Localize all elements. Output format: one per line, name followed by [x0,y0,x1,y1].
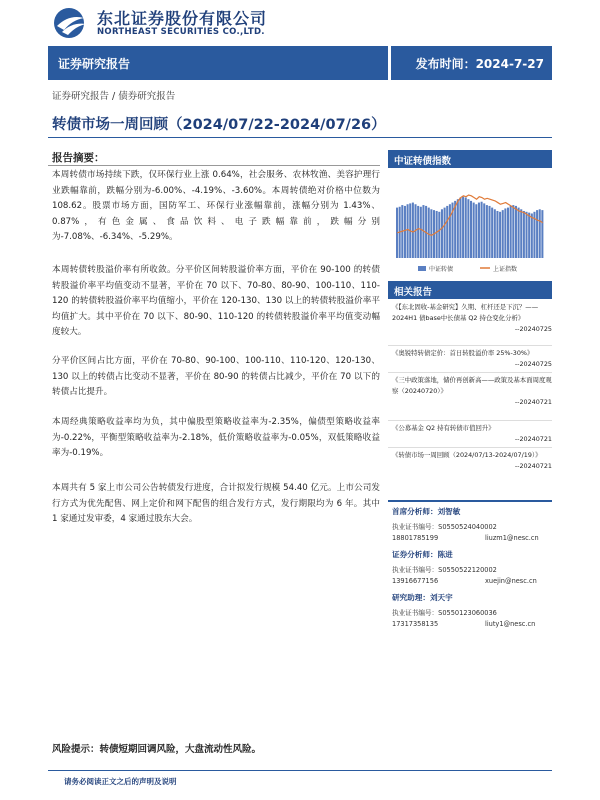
related-item-date: --20240721 [514,462,552,470]
related-item-date: --20240721 [514,398,552,406]
related-item-date: --20240725 [514,360,552,368]
related-item-date: --20240725 [514,325,552,333]
bar-zhongzheng [507,208,509,258]
company-name-en: NORTHEAST SECURITIES CO.,LTD. [97,27,265,37]
bar-zhongzheng [420,207,422,258]
bar-zhongzheng [454,201,456,258]
bar-zhongzheng [499,212,501,258]
analyst-role: 首席分析师：刘智敏 [392,507,461,516]
bar-zhongzheng [459,198,461,258]
related-title: 相关报告 [394,287,433,298]
bar-zhongzheng [539,209,541,258]
related-item-title[interactable]: 《三中政策落地，储价再创新高——政策及基本面周度观察（20240720）》 [392,376,552,395]
analyst-license: 执业证书编号：S0550123060036 [392,609,497,617]
analyst-license-number: S0550522120002 [438,566,497,574]
analyst-phone: 18801785199 [392,534,439,542]
analyst-name: 刘智敏 [437,507,461,516]
bar-zhongzheng [462,197,464,258]
bar-zhongzheng [494,209,496,258]
risk-warning [52,741,261,755]
footer-disclaimer[interactable]: 请务必阅读正文之后的声明及说明 [64,777,177,786]
analyst-role: 研究助理：刘天宇 [392,593,453,602]
summary-divider [48,165,380,166]
bar-zhongzheng [465,198,467,258]
bar-zhongzheng [502,210,504,258]
bar-zhongzheng [528,213,530,258]
publish-label: 发布时间： [415,57,476,71]
bar-zhongzheng [436,211,438,258]
index-chart [388,168,552,280]
bar-zhongzheng [412,203,414,258]
bar-zhongzheng [457,199,459,258]
analyst-role: 证券分析师：陈进 [392,550,453,559]
related-item-title[interactable]: 《【东北固收-基金研究】久期、杠杆还是下沉？——2024H1 债base中长债基 Q2 持仓变化分析》 [392,303,539,322]
analyst-email[interactable]: liuty1@nesc.cn [485,620,536,628]
bar-zhongzheng [428,208,430,258]
related-divider [388,447,552,448]
bar-zhongzheng [441,209,443,258]
summary-paragraph-1: 本周转债市场持续下跌，仅环保行业上涨 0.64%，社会服务、农林牧渔、美容护理行业跌幅靠前，跌幅分别为-6.00%、-4.19%、-3.60%。本周转债绝对价格中位数为 108.62。股票市场方面，国防军工、环保行业涨幅靠前，涨幅分别为 1.43%、0.87%，有色金属、食品饮料、电子跌幅靠前，跌幅分别为-7.08%、-6.34%、-5.29%。 [52,170,380,243]
analyst-license: 执业证书编号：S0550522120002 [392,566,497,574]
analyst-license-number: S0550524040002 [438,523,497,531]
chart-title: 中证转债指数 [394,156,452,167]
bar-zhongzheng [470,201,472,258]
related-item-title[interactable]: 《公募基金 Q2 持有转债市值回升》 [392,424,495,432]
title-divider [48,137,552,138]
bar-zhongzheng [486,205,488,258]
analyst-name: 陈进 [437,550,453,559]
related-item[interactable] [392,450,552,472]
bar-zhongzheng [515,206,517,258]
bar-zhongzheng [473,203,475,258]
analyst-phone: 17317358135 [392,620,439,628]
bar-zhongzheng [467,199,469,258]
legend-label-shangzheng: 上证指数 [493,266,518,273]
bar-zhongzheng [407,204,409,258]
summary-heading: 报告摘要： [52,152,105,164]
report-type: 证券研究报告 [58,57,131,71]
legend-swatch-zhongzheng [418,266,426,271]
bar-zhongzheng [478,203,480,258]
bar-zhongzheng [536,210,538,258]
summary-paragraph-3: 分平价区间占比方面，平价在 70-80、90-100、100-110、110-120、120-130、130 以上的转债占比变动不显著，平价在 80-90 的转债占比减少，平价在 70 以下的转债占比提升。 [52,356,380,398]
bar-zhongzheng [404,206,406,258]
risk-text: 转债短期回调风险，大盘流动性风险。 [99,744,262,755]
related-divider [388,345,552,346]
related-divider [388,420,552,421]
bar-zhongzheng [512,205,514,258]
bar-zhongzheng [417,206,419,258]
analyst-email[interactable]: liuzm1@nesc.cn [485,534,539,542]
bar-zhongzheng [518,208,520,258]
bar-zhongzheng [526,212,528,258]
summary-paragraph-2: 本周转债转股溢价率有所收敛。分平价区间转股溢价率方面，平价在 90-100 的转债转股溢价率平均值变动不显著，平价在 70 以下、70-80、80-90、100-110、110-120 的转债转股溢价率平均值缩小，平价在 120-130、130 以上的转债转股溢价率平均值扩大。其中平价在 70 以下、80-90、110-120 的转债转股溢价率平均值变动幅度较大。 [52,265,380,338]
footer-divider [48,770,552,771]
header-divider [388,46,391,80]
analyst-email[interactable]: xuejin@nesc.cn [485,577,537,585]
analyst-license-number: S0550123060036 [438,609,497,617]
bar-zhongzheng [449,204,451,258]
risk-label: 风险提示： [52,744,100,755]
analyst-phone: 13916677156 [392,577,439,585]
legend-label-zhongzheng: 中证转债 [429,266,454,273]
analyst-name: 刘天宇 [429,593,453,602]
bar-zhongzheng [481,202,483,258]
bar-zhongzheng [438,212,440,258]
publish-date: 2024-7-27 [475,57,544,71]
summary-paragraph-4: 本周经典策略收益率均为负，其中偏股型策略收益率为-2.35%，偏债型策略收益率为-0.22%，平衡型策略收益率为-2.18%，低价策略收益率为-0.05%，双低策略收益率为-0.19%。 [52,417,380,459]
bar-zhongzheng [520,209,522,258]
publish-info [416,55,544,72]
page-title: 转债市场一周回顾（2024/07/22-2024/07/26） [52,117,386,133]
related-item-title[interactable]: 《奥锐特转债定价：首日转股溢价率 25%-30%》 [392,349,534,357]
bar-zhongzheng [496,211,498,258]
related-item[interactable] [392,423,552,445]
bar-zhongzheng [446,206,448,258]
related-item[interactable] [392,302,552,335]
bar-zhongzheng [430,209,432,258]
company-name-cn: 东北证券股份有限公司 [97,9,268,28]
bar-zhongzheng [531,213,533,258]
bar-zhongzheng [483,203,485,258]
summary-paragraph-5: 本周共有 5 家上市公司公告转债发行进度，合计拟发行规模 54.40 亿元。上市公司发行方式为优先配售、网上定价和网下配售的组合发行方式，发行期限均为 6 年。其中 1 家通过发审委，4 家通过股东大会。 [52,483,380,525]
related-item[interactable] [392,375,552,408]
related-item-date: --20240721 [514,435,552,443]
breadcrumb: 证券研究报告 / 债券研究报告 [52,91,176,102]
related-item-title[interactable]: 《转债市场一周回顾（2024/07/13-2024/07/19）》 [392,451,542,459]
bar-zhongzheng [444,208,446,258]
company-logo-icon [52,6,92,40]
bar-zhongzheng [523,211,525,258]
bar-zhongzheng [541,210,543,258]
bar-zhongzheng [491,208,493,258]
related-item[interactable] [392,348,552,370]
bar-zhongzheng [510,206,512,258]
analyst-license: 执业证书编号：S0550524040002 [392,523,497,531]
bar-zhongzheng [504,208,506,258]
bar-zhongzheng [475,204,477,258]
related-divider [388,372,552,373]
bar-zhongzheng [489,206,491,258]
